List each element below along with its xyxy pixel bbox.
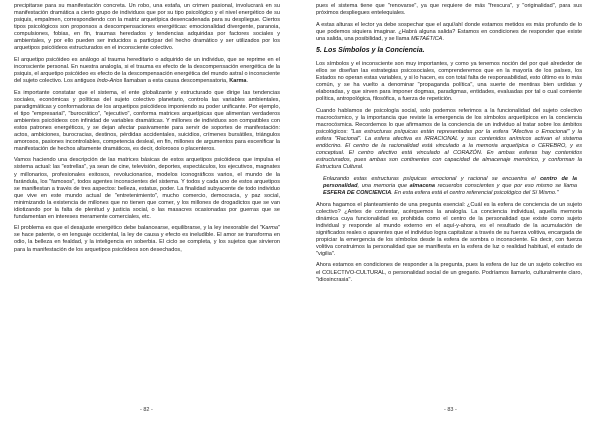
paragraph: Los símbolos y el inconsciente son muy importantes, y como ya tenemos noción del por qué alrededor de ellos se diseñan las estrategias psicosociales, comprenderemos que en la mayoría de los países, los Estados no operan estas variables, y si lo hacen, es con total falta de responsabilidad, esto último es lo más común, y se ha vuelto a denominar "propaganda política", una suerte de mentiras bien urdidas y elaboradas, y que sirven para imponer dogmas, paradigmas, entidades, evaluadas por tal o cual comiente política, antropológica, filosófica, a fuerza de repetición. — [316, 61, 582, 103]
paragraph: Es importante constatar que el sistema, el ente globalizante y estructurado que dirige las tendencias sociales, económicas y políticas del sujeto colectivo planetario, controla las variables ambientales, paradigmáticas y conformadoras de los arquetipos psicóideos imponiendo su poder unificante. Por ejemplo, el tipo "empresarial", "burocrático", "ejecutivo", conforma matrices arquetípicas que alimentan verdaderos ambientes psicóideos con infinidad de variables dramáticas. Y millones de individuos son compatibles con estos patrones energéticos, y se dejan afectar pasivamente para servir de soportes de manifestación: actos, ambiciones, burocracias, destinos, pérdidas accidentales, suicidios, crímenes bursátiles, triángulos amorosos, pasiones incontrolables, competencia desleal, en fin, millones de argumentos para escenificar la manifestación de hechos altamente dramáticos, es decir, dolorosos o placenteros. — [14, 89, 280, 152]
text-run: A estas alturas el lector ya debe sospechar que el aquí/ahí donde estamos metidos es más profundo de lo que podemos siquiera imaginar. ¿Habrá alguna salida? Estamos en condiciones de responder que existe una salida, una posibilidad, y se llama — [316, 21, 582, 42]
bold-term: almacena — [409, 182, 435, 189]
text-run: " se hace patente, o en lenguaje occidental, la ley de causa y efecto es ineludible. El amor se transforma en odio, la belleza en fealdad, y la inteligencia en soberbia. El ciclo se completa, y los sujetos que sirvieron para la manifestación de los arquetipos psicóideos son desechados, — [14, 225, 280, 253]
paragraph: precipitarse para su manifestación concreta. Un robo, una estafa, un crimen pasional, involucrará en su manifestación dramática a cierto grupo de individuos que por su tipo psicológico y el nivel energético de su psiquis, empalmen, correspondiendo con la matriz arquetípica desencadenada para su despliegue. Ciertos tipos psicológicos son proponsos a descompensaciones energéticas: emocionalidad divergente, paranoia, compulsiones, fobias, en fin, traumas heredados y tendencias adquiridas por factores sociales y ambientales, y por ello pueden ser inducidos a participar del hecho dramático y ser utilizados por los arquetipos psicóideos estructurados en el inconsciente colectivo. — [14, 3, 280, 52]
paragraph: Vamos haciendo una descripción de las matrices básicas de estos arquetipos psicóideos que impulsa el sistema actual: las "estrellas", ya sean de cine, televisión, deportes, espectáculos, los ejecutivos, magnates y millonarios, profesionales exitosos, revolucionarios, modelos iconográficos varios, el mundo de la farándula, los "famosos", todos agentes inconscientes del sistema. Y todos y cada uno de estos arquetipos se manifiestan a través de tres aspectos: belleza, estatus, poder. La finalidad subyacente de todo individuo que vive en este mundo actual de "entretenimiento", mucho comercio, democracia, y paz social, minimizando la existencia de millones que no tienen que comer, y los millones de drogadictos que se van idiotizando por la falta de plenitud y justicia social, o las masacres ocasionadas por guerras que se fundamentan en intereses meramente comerciales, etc. — [14, 157, 280, 220]
paragraph — [14, 225, 280, 253]
text-run: El arquetipo psicóideo es análogo al trauma hereditario o adquirido de un individuo, que se reprime en el inconsciente personal. En nuestra analogía, si el trauma es efecto de la descompensación energética de la psiquis, el arquetipo psicóideo es efecto de la descompensación energética del mundo astral o inconsciente del sujeto colectivo. Los antiguos — [14, 56, 280, 84]
text-run: llamaban a esta causa descompensatoria, — [122, 77, 230, 84]
text-run: , una memoria que — [357, 182, 410, 189]
quote-paragraph — [316, 176, 582, 197]
italic-term: Karma — [261, 225, 279, 232]
text-run: . En esta esfera está el centro referencial psicológico del Sí Mismo." — [391, 190, 559, 197]
text-run: . — [442, 35, 444, 42]
text-run: El problema es que el desajuste energético debe balancearse, equilibrarse, y la ley inexorable del " — [14, 225, 262, 232]
page-number-right: - 83 - — [444, 407, 457, 413]
bold-term: centro de la personalidad — [323, 175, 577, 189]
paragraph: Ahora estamos en condiciones de responder a la pregunta, pues la esfera de luz de un sujeto colectivo es el COLECTIVO-CULTURAL, o personalidad social de un gregario. Podríamos llamarlo, culturalmente claro, "idiosincrasia". — [316, 262, 582, 283]
paragraph — [316, 108, 582, 171]
italic-quote: "Las estructuras psíquicas están representadas por la esfera "Afectiva o Emocional" y la esfera "Racional". La esfera afectiva es IRRACIONAL y sus contenidos anímicos activan el sistema endócrino. El centro de la racionalidad está vinculado a la memoria arquetípica o CEREBRO, y es conceptual. El centro afectivo está vinculado al CORAZÓN. En ambas esferas hay contenidos estructurados, pues ambas son continentes con capacidad de almacenaje memórico, y conforman la Estructura Cultural. — [316, 129, 582, 171]
italic-term: Indo-Arios — [96, 77, 123, 84]
text-run: . — [246, 77, 249, 84]
page-number-left: - 82 - — [140, 407, 153, 413]
bold-term: ESFERA DE CONCIENCIA — [323, 190, 392, 197]
paragraph: pues el sistema tiene que "renovarse", ya que requiere de más "frescura", y "originalidad", para sus próximos despliegues entelequiales. — [316, 3, 582, 17]
text-run: Enlazando estas estructuras psíquicas emocional y racional se encuentra el — [323, 175, 541, 182]
text-run: recuerdos conscientes y que por eso mismo se llama — [434, 182, 577, 189]
text-run: Cuando hablamos de psicología social, solo podemos referimos a la funcionalidad del sujeto colectivo macrocósmico, y la importancia que reviste la emergencia de los símbolos arquetípicos en la conciencia macrocósmica. Recordemos lo que afirmamos de la conciencia de un individuo al tratar sobre los ámbitos psicológicos: — [316, 108, 582, 136]
paragraph: Ahora hagamos el planteamiento de una pregunta esencial: ¿Cuál es la esfera de conciencia de un sujeto colectivo? ¿Antes de contestar, acérquemos la analogía. La conciencia individual, aquella memoria dinámica cuya funcionalidad es prohibida como el centro de la personalidad que existe como sujeto individual y responde al mundo externo en el aquí-y-ahora, es el resultado de la acumulación de significados reales o aparentes que el individuo logra capitalizar a través de su fuerza volitiva, encargada de propiciar la emergencia de los símbolos desde la esfera de sombra o inconsciente. Es decir, con fuerza volitiva construimos la personalidad que se manifiesta en la esfera de luz o realidad habitual, el estado de "vigilia". — [316, 201, 582, 257]
left-page — [14, 3, 280, 258]
paragraph — [316, 22, 582, 43]
paragraph — [14, 57, 280, 85]
bold-term: Karma — [229, 77, 247, 84]
italic-term: METAÉTICA — [410, 35, 443, 42]
section-heading: 5. Los Símbolos y la Conciencia. — [316, 47, 425, 55]
right-page — [316, 3, 582, 288]
